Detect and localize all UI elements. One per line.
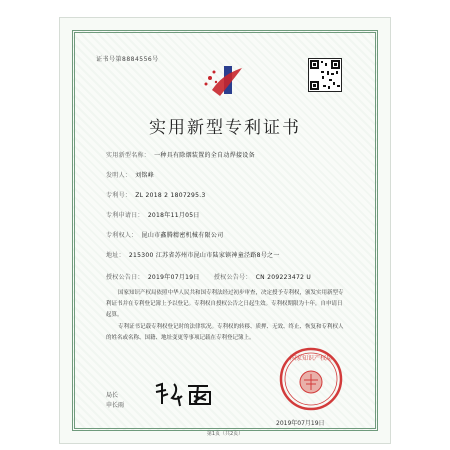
field-grant-date: 授权公告日： 2019年07月19日 授权公告号： CN 209223472 U (106, 274, 312, 281)
official-seal-icon (278, 346, 344, 412)
cnipa-emblem-icon (202, 62, 250, 102)
certificate-number: 证书号第8884556号 (96, 56, 159, 63)
field-address: 地址： 215300 江苏省苏州市昆山市陆家镇神童泾路8号之一 (106, 252, 280, 259)
page-footer: 第1页（共2页） (206, 431, 244, 437)
svg-text:国家知识产权局: 国家知识产权局 (289, 355, 333, 362)
field-application-date: 专利申请日： 2018年11月05日 (106, 212, 200, 219)
field-inventor: 发明人： 刘铭峰 (106, 172, 155, 179)
issue-date: 2019年07月19日 (276, 420, 325, 427)
page-title: 实用新型专利证书 (149, 118, 301, 138)
body-paragraph-2: 专利证书记载专利权登记时的法律状况。专利权的转移、质押、无效、终止、恢复和专利权人的姓名或名称、国籍、地址变更等事项记载在专利登记簿上。 (106, 324, 344, 341)
signature-name: 申长雨 (106, 402, 125, 409)
handwritten-signature-icon (152, 378, 214, 410)
field-name: 实用新型名称： 一种具有除烟装置的全自动焊接设备 (106, 152, 255, 159)
patent-certificate (60, 18, 390, 443)
field-patentee: 专利权人： 昆山市鑫腾精密机械有限公司 (106, 232, 224, 239)
qr-code-icon (308, 58, 342, 92)
body-paragraph-1: 国家知识产权局依照中华人民共和国专利法经过初步审查，决定授予专利权，颁发实用新型专利证书并在专利登记簿上予以登记。专利权自授权公告之日起生效。专利权期限为十年，自申请日起算。 (106, 290, 344, 318)
signature-title: 局长 (106, 392, 119, 399)
field-patent-number: 专利号： ZL 2018 2 1807295.3 (106, 192, 206, 199)
